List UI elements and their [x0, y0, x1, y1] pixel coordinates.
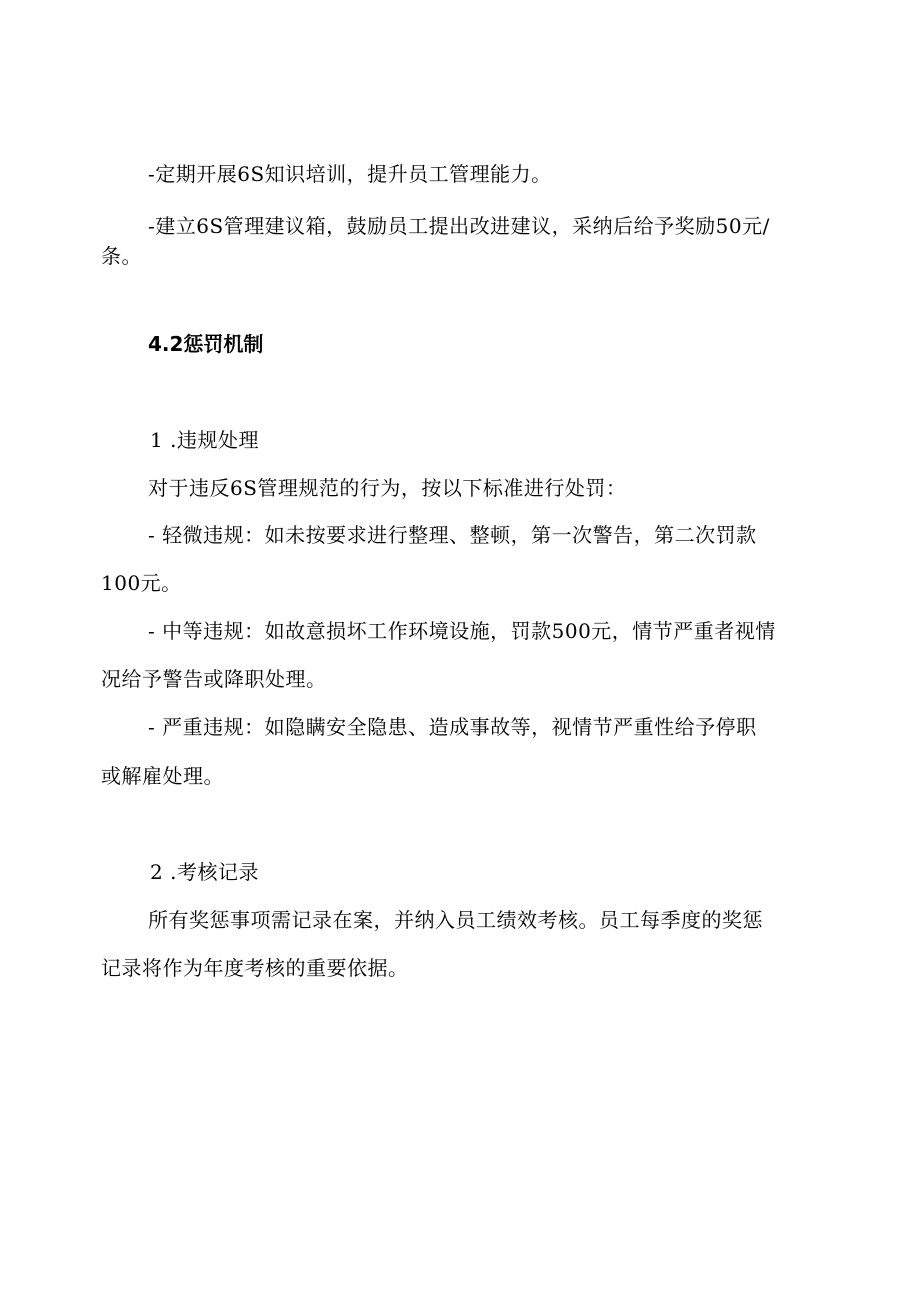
assessment-body-line1: 所有奖惩事项需记录在案，并纳入员工绩效考核。员工每季度的奖惩 — [148, 908, 763, 932]
suggestion-item-line1: -建立6S管理建议箱，鼓励员工提出改进建议，采纳后给予奖励50元/ — [148, 214, 770, 238]
severe-violation-line2: 或解雇处理。 — [101, 764, 224, 788]
section-title: 4.2惩罚机制 — [148, 332, 264, 356]
minor-violation-line2: 100元。 — [101, 571, 182, 595]
suggestion-item-line2: 条。 — [101, 244, 142, 268]
assessment-heading: 2 .考核记录 — [150, 860, 259, 884]
assessment-body-line2: 记录将作为年度考核的重要依据。 — [101, 956, 409, 980]
severe-violation-line1: - 严重违规：如隐瞒安全隐患、造成事故等，视情节严重性给予停职 — [148, 715, 757, 739]
violation-heading: 1 .违规处理 — [150, 428, 259, 452]
moderate-violation-line1: - 中等违规：如故意损坏工作环境设施，罚款500元，情节严重者视情 — [148, 619, 776, 643]
moderate-violation-line2: 况给予警告或降职处理。 — [101, 667, 327, 691]
minor-violation-line1: - 轻微违规：如未按要求进行整理、整顿，第一次警告，第二次罚款 — [148, 523, 757, 547]
training-item: -定期开展6S知识培训，提升员工管理能力。 — [148, 162, 552, 186]
violation-intro: 对于违反6S管理规范的行为，按以下标准进行处罚： — [148, 476, 627, 500]
